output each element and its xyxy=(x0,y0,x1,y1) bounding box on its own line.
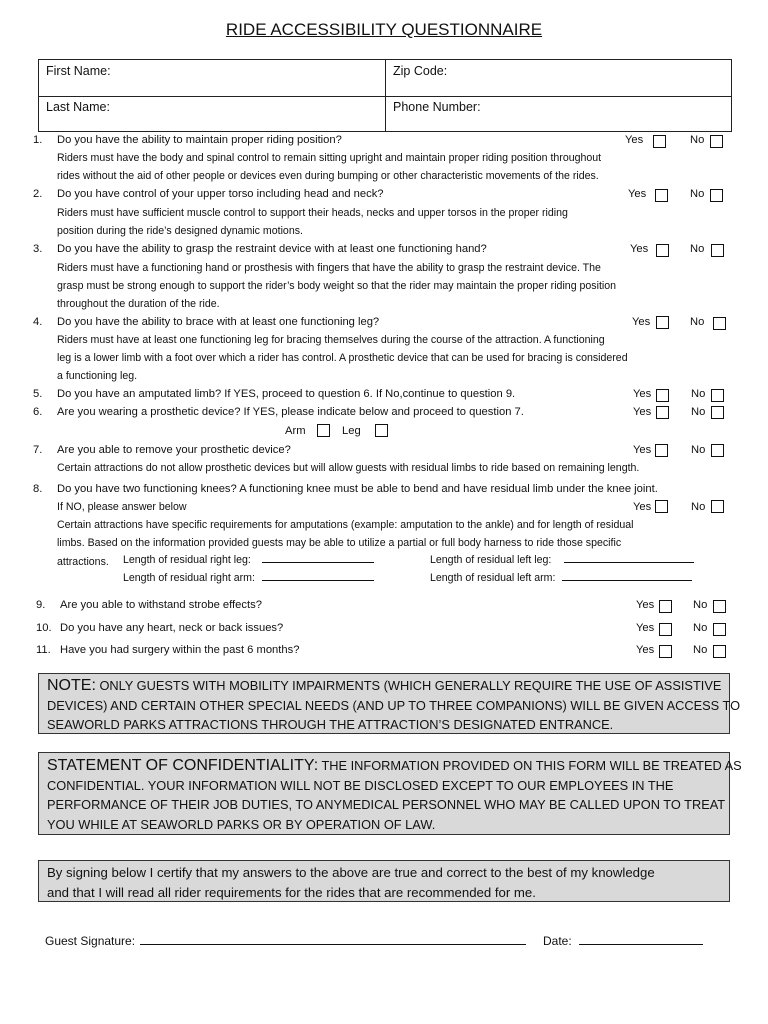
question-text: Do you have an amputated limb? If YES, proceed to question 6. If No,continue to question 9. xyxy=(57,388,516,400)
question-detail: throughout the duration of the ride. xyxy=(57,298,220,310)
guest-signature-field[interactable] xyxy=(45,934,526,948)
leg-checkbox[interactable] xyxy=(375,424,388,437)
divider xyxy=(385,60,386,131)
leg-label: Leg xyxy=(342,425,361,437)
q1-yes-checkbox[interactable] xyxy=(653,135,666,148)
certification-text: and that I will read all rider requirements for the rides that are recommended for me. xyxy=(47,884,536,900)
question-number: 3. xyxy=(33,243,43,255)
question-detail: If NO, please answer below xyxy=(57,501,187,513)
no-label: No xyxy=(691,388,706,400)
question-detail: leg is a lower limb with a foot over which a rider has control. A prosthetic device that can be used for bracing is considered xyxy=(57,352,628,364)
residual-right-arm-field[interactable] xyxy=(123,572,374,584)
q5-yes-checkbox[interactable] xyxy=(656,389,669,402)
input-line xyxy=(262,561,374,563)
q9-no-checkbox[interactable] xyxy=(713,600,726,613)
confidentiality-text: THE INFORMATION PROVIDED ON THIS FORM WILL BE TREATED AS xyxy=(318,758,742,773)
question-detail: rides without the aid of other people or devices even during bumping or other characteristic movements of the rides. xyxy=(57,170,599,182)
question-number: 5. xyxy=(33,388,43,400)
date-label: Date: xyxy=(543,934,572,948)
question-detail: grasp must be strong enough to support the rider’s body weight so that the rider may maintain the proper riding position xyxy=(57,280,617,292)
q2-yes-checkbox[interactable] xyxy=(655,189,668,202)
residual-left-arm-field[interactable] xyxy=(430,572,692,584)
question-text: Do you have the ability to maintain proper riding position? xyxy=(57,134,342,146)
question-number: 11. xyxy=(36,644,51,656)
confidentiality-text: PERFORMANCE OF THEIR JOB DUTIES, TO ANYMEDICAL PERSONNEL WHO MAY BE CALLED UPON TO TREAT xyxy=(47,797,726,812)
question-number: 7. xyxy=(33,444,43,456)
question-detail: a functioning leg. xyxy=(57,370,138,382)
certification-text: By signing below I certify that my answers to the above are true and correct to the best of my knowledge xyxy=(47,865,655,880)
yes-label: Yes xyxy=(628,188,647,200)
question-detail: position during the ride’s designed dynamic motions. xyxy=(57,225,303,237)
residual-left-leg-field[interactable] xyxy=(430,554,694,566)
date-field[interactable] xyxy=(543,934,703,948)
first-name-field[interactable]: First Name: xyxy=(46,64,111,78)
guest-signature-label: Guest Signature: xyxy=(45,934,136,948)
confidentiality-text: CONFIDENTIAL. YOUR INFORMATION WILL NOT BE DISCLOSED EXCEPT TO OUR EMPLOYEES IN THE xyxy=(47,777,674,793)
q4-no-checkbox[interactable] xyxy=(713,317,726,330)
residual-left-leg-label: Length of residual left leg: xyxy=(430,554,552,566)
confidentiality-text: YOU WHILE AT SEAWORLD PARKS OR BY OPERATION OF LAW. xyxy=(47,816,436,832)
guest-info-box xyxy=(38,59,732,132)
no-label: No xyxy=(691,406,706,418)
signature-line xyxy=(140,943,526,945)
no-label: No xyxy=(693,599,708,611)
yes-label: Yes xyxy=(636,622,655,634)
confidentiality-lead: STATEMENT OF CONFIDENTIALITY: xyxy=(47,757,319,774)
question-number: 10. xyxy=(36,622,52,634)
residual-right-leg-field[interactable] xyxy=(123,554,374,566)
question-detail: Certain attractions have specific requirements for amputations (example: amputation to the ankle) and for length of residual xyxy=(57,519,634,531)
question-number: 2. xyxy=(33,188,43,200)
q10-no-checkbox[interactable] xyxy=(713,623,726,636)
q9-yes-checkbox[interactable] xyxy=(659,600,672,613)
note-text: DEVICES) AND CERTAIN OTHER SPECIAL NEEDS (AND UP TO THREE COMPANIONS) WILL BE GIVEN ACCESS TO xyxy=(47,697,741,713)
phone-number-field[interactable]: Phone Number: xyxy=(393,100,481,114)
question-number: 4. xyxy=(33,316,43,328)
question-number: 6. xyxy=(33,406,43,418)
form-title: RIDE ACCESSIBILITY QUESTIONNAIRE xyxy=(225,20,543,39)
yes-label: Yes xyxy=(625,134,644,146)
q5-no-checkbox[interactable] xyxy=(711,389,724,402)
note-text: SEAWORLD PARKS ATTRACTIONS THROUGH THE ATTRACTION’S DESIGNATED ENTRANCE. xyxy=(47,717,614,732)
q4-yes-checkbox[interactable] xyxy=(656,316,669,329)
residual-right-arm-label: Length of residual right arm: xyxy=(123,572,255,584)
input-line xyxy=(562,579,692,581)
zip-code-field[interactable]: Zip Code: xyxy=(393,64,448,78)
arm-checkbox[interactable] xyxy=(317,424,330,437)
yes-label: Yes xyxy=(633,444,652,456)
yes-label: Yes xyxy=(633,406,652,418)
q6-no-checkbox[interactable] xyxy=(711,406,724,419)
question-text: Are you able to withstand strobe effects? xyxy=(60,599,262,611)
no-label: No xyxy=(690,188,705,200)
question-detail: Riders must have a functioning hand or prosthesis with fingers that have the ability to grasp the restraint device. The xyxy=(57,262,601,274)
question-detail: Certain attractions do not allow prosthetic devices but will allow guests with residual limbs to ride based on remaining length. xyxy=(57,462,640,474)
question-detail: Riders must have sufficient muscle control to support their heads, necks and upper torsos in the proper riding xyxy=(57,207,568,219)
q11-yes-checkbox[interactable] xyxy=(659,645,672,658)
q3-no-checkbox[interactable] xyxy=(711,244,724,257)
q2-no-checkbox[interactable] xyxy=(710,189,723,202)
no-label: No xyxy=(693,622,708,634)
input-line xyxy=(564,561,694,563)
question-text: Do you have two functioning knees? A functioning knee must be able to bend and have residual limb under the knee joint. xyxy=(57,483,658,495)
residual-right-leg-label: Length of residual right leg: xyxy=(123,554,251,566)
question-text: Do you have the ability to brace with at least one functioning leg? xyxy=(57,316,380,328)
q6-yes-checkbox[interactable] xyxy=(656,406,669,419)
q7-no-checkbox[interactable] xyxy=(711,444,724,457)
question-text: Are you wearing a prosthetic device? If YES, please indicate below and proceed to question 7. xyxy=(57,406,524,418)
q10-yes-checkbox[interactable] xyxy=(659,623,672,636)
yes-label: Yes xyxy=(632,316,651,328)
q8-yes-checkbox[interactable] xyxy=(655,500,668,513)
q7-yes-checkbox[interactable] xyxy=(655,444,668,457)
confidentiality-box xyxy=(38,752,742,835)
question-detail: Riders must have the body and spinal control to remain sitting upright and maintain proper riding position throughout xyxy=(57,152,602,164)
residual-left-arm-label: Length of residual left arm: xyxy=(430,572,556,584)
q11-no-checkbox[interactable] xyxy=(713,645,726,658)
yes-label: Yes xyxy=(633,501,652,513)
input-line xyxy=(262,579,374,581)
arm-label: Arm xyxy=(285,425,306,437)
question-text: Do you have control of your upper torso including head and neck? xyxy=(57,188,384,200)
no-label: No xyxy=(693,644,708,656)
yes-label: Yes xyxy=(630,243,649,255)
question-text: Have you had surgery within the past 6 months? xyxy=(60,644,300,656)
q3-yes-checkbox[interactable] xyxy=(656,244,669,257)
yes-label: Yes xyxy=(636,599,655,611)
yes-label: Yes xyxy=(633,388,652,400)
no-label: No xyxy=(690,243,705,255)
note-lead: NOTE: xyxy=(47,677,96,694)
note-text: ONLY GUESTS WITH MOBILITY IMPAIRMENTS (WHICH GENERALLY REQUIRE THE USE OF ASSISTIVE xyxy=(95,678,722,693)
question-detail: Riders must have at least one functioning leg for bracing themselves during the course of the attraction. A functioning xyxy=(57,334,605,346)
no-label: No xyxy=(690,134,705,146)
question-detail: limbs. Based on the information provided guests may be able to utilize a partial or full body harness to ride those specific xyxy=(57,537,622,549)
attractions-label: attractions. xyxy=(57,556,109,568)
no-label: No xyxy=(691,501,706,513)
certification-box xyxy=(38,860,730,902)
last-name-field[interactable]: Last Name: xyxy=(46,100,110,114)
question-text: Are you able to remove your prosthetic device? xyxy=(57,444,291,456)
question-text: Do you have any heart, neck or back issues? xyxy=(60,622,284,634)
yes-label: Yes xyxy=(636,644,655,656)
q1-no-checkbox[interactable] xyxy=(710,135,723,148)
note-box xyxy=(38,673,741,734)
date-line xyxy=(579,943,703,945)
no-label: No xyxy=(691,444,706,456)
question-text: Do you have the ability to grasp the restraint device with at least one functioning hand? xyxy=(57,243,487,255)
q8-no-checkbox[interactable] xyxy=(711,500,724,513)
no-label: No xyxy=(690,316,705,328)
question-number: 1. xyxy=(33,134,43,146)
question-number: 8. xyxy=(33,483,43,495)
question-number: 9. xyxy=(36,599,46,611)
